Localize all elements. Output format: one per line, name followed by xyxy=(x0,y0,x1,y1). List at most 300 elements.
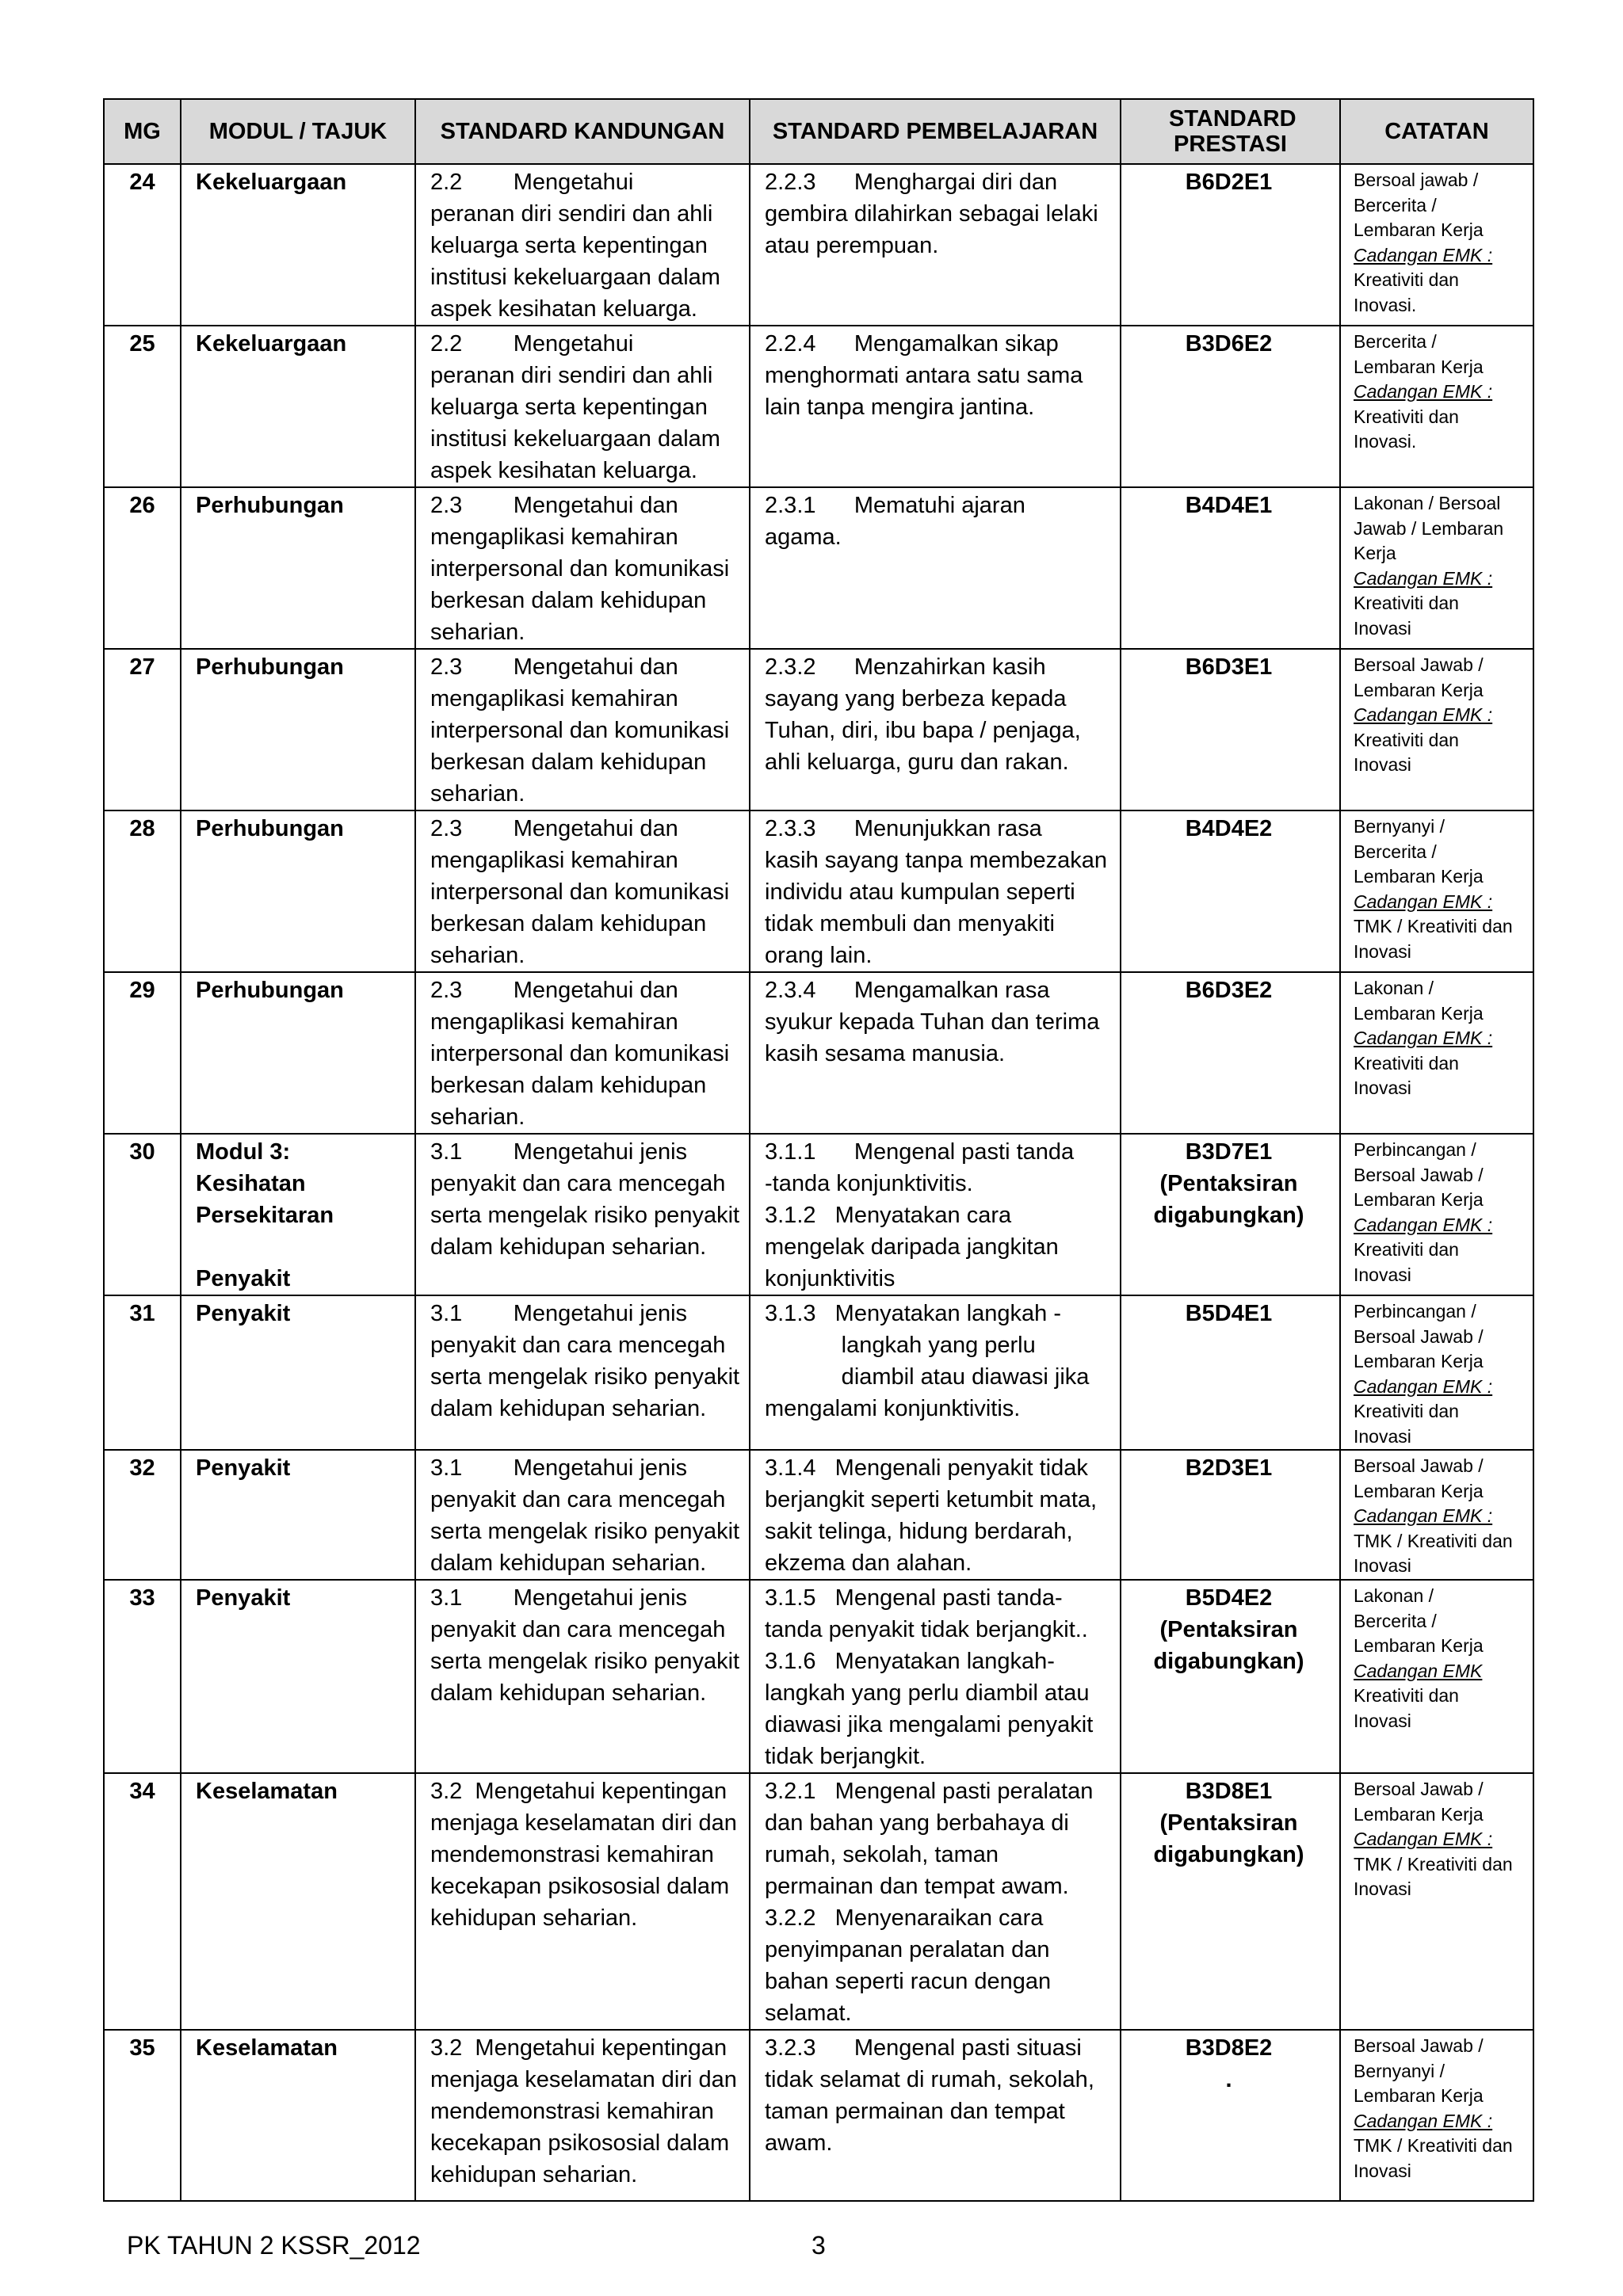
cell-standard-prestasi-line: (Pentaksiran xyxy=(1159,1171,1298,1196)
cell-catatan-line: Inovasi. xyxy=(1354,294,1417,315)
cell-catatan-line: Cadangan EMK : xyxy=(1354,381,1493,402)
cell-catatan-line: Cadangan EMK xyxy=(1354,1660,1483,1681)
cell-standard-kandungan-line: mengaplikasi kemahiran xyxy=(430,848,678,873)
cell-catatan-line: Inovasi xyxy=(1354,1264,1411,1285)
cell-catatan-line: Bercerita / xyxy=(1354,1610,1437,1631)
cell-standard-kandungan xyxy=(415,1450,750,1580)
cell-catatan-line: Lembaran Kerja xyxy=(1354,1635,1484,1656)
cell-catatan-line: Bercerita / xyxy=(1354,194,1437,215)
cell-standard-kandungan-line: interpersonal dan komunikasi xyxy=(430,1041,730,1066)
cell-standard-prestasi-line: B3D6E2 xyxy=(1185,331,1273,357)
cell-mg: 33 xyxy=(104,1580,181,1773)
cell-standard-kandungan-line: keluarga serta kepentingan xyxy=(430,233,708,258)
cell-standard-prestasi xyxy=(1121,1773,1340,2030)
cell-standard-prestasi xyxy=(1121,1295,1340,1450)
cell-standard-kandungan-line: serta mengelak risiko penyakit xyxy=(430,1203,740,1228)
cell-modul-tajuk-line: Keselamatan xyxy=(196,2035,338,2061)
cell-standard-pembelajaran-line: tidak membuli dan menyakiti xyxy=(765,911,1055,936)
table-row xyxy=(104,164,1533,326)
cell-catatan-line: Bersoal Jawab / xyxy=(1354,1455,1484,1476)
cell-modul-tajuk xyxy=(181,1295,415,1450)
cell-mg: 27 xyxy=(104,649,181,810)
cell-standard-kandungan-line: berkesan dalam kehidupan xyxy=(430,1073,707,1098)
cell-catatan-line: Cadangan EMK : xyxy=(1354,891,1493,912)
header-mg: MG xyxy=(104,99,181,164)
table-row xyxy=(104,487,1533,649)
cell-standard-pembelajaran-line: selamat. xyxy=(765,2000,852,2026)
cell-standard-pembelajaran-line: syukur kepada Tuhan dan terima xyxy=(765,1009,1100,1035)
cell-standard-kandungan-line: dalam kehidupan seharian. xyxy=(430,1396,707,1421)
lesson-plan-table xyxy=(103,98,1534,2202)
cell-catatan-line: TMK / Kreativiti dan xyxy=(1354,1530,1513,1551)
cell-standard-prestasi xyxy=(1121,326,1340,487)
cell-standard-prestasi xyxy=(1121,810,1340,972)
cell-catatan xyxy=(1340,487,1533,649)
cell-catatan-line: Perbincangan / xyxy=(1354,1139,1476,1160)
cell-modul-tajuk-line: Persekitaran xyxy=(196,1203,334,1228)
cell-catatan-line: Bersoal Jawab / xyxy=(1354,654,1484,675)
header-catatan: CATATAN xyxy=(1340,99,1533,164)
cell-catatan-line: Lakonan / xyxy=(1354,978,1434,998)
cell-catatan xyxy=(1340,649,1533,810)
cell-standard-pembelajaran-line: 3.1.6 Menyatakan langkah- xyxy=(765,1649,1055,1674)
cell-standard-kandungan-line: penyakit dan cara mencegah xyxy=(430,1171,726,1196)
cell-standard-kandungan-line: 3.1 Mengetahui jenis xyxy=(430,1585,688,1611)
cell-standard-kandungan-line: dalam kehidupan seharian. xyxy=(430,1234,707,1260)
table-row xyxy=(104,1773,1533,2030)
table-body xyxy=(104,164,1533,2201)
cell-standard-prestasi-line: B3D8E1 xyxy=(1185,1779,1273,1804)
cell-mg: 26 xyxy=(104,487,181,649)
cell-standard-kandungan xyxy=(415,487,750,649)
cell-modul-tajuk-line: Penyakit xyxy=(196,1455,291,1481)
cell-standard-pembelajaran-line: 2.3.1 Mematuhi ajaran xyxy=(765,493,1025,518)
cell-standard-prestasi xyxy=(1121,164,1340,326)
cell-standard-kandungan-line: 3.1 Mengetahui jenis xyxy=(430,1139,688,1165)
cell-modul-tajuk xyxy=(181,810,415,972)
cell-catatan xyxy=(1340,1773,1533,2030)
footer-page-number: 3 xyxy=(812,2231,826,2260)
cell-standard-kandungan-line: seharian. xyxy=(430,943,525,968)
cell-modul-tajuk-line xyxy=(196,1231,407,1263)
cell-mg: 35 xyxy=(104,2030,181,2201)
cell-catatan-line: TMK / Kreativiti dan xyxy=(1354,916,1513,936)
cell-modul-tajuk-line: Keselamatan xyxy=(196,1779,338,1804)
cell-standard-pembelajaran xyxy=(750,326,1121,487)
cell-standard-pembelajaran xyxy=(750,2030,1121,2201)
cell-standard-pembelajaran xyxy=(750,649,1121,810)
cell-catatan-line: Jawab / Lembaran xyxy=(1354,517,1504,539)
cell-standard-pembelajaran-line: sayang yang berbeza kepada xyxy=(765,686,1067,711)
cell-catatan-line: Inovasi xyxy=(1354,1555,1411,1576)
table-row xyxy=(104,2030,1533,2201)
cell-catatan-line: Bernyanyi / xyxy=(1354,816,1445,837)
cell-standard-kandungan-line: interpersonal dan komunikasi xyxy=(430,879,730,905)
cell-standard-kandungan-line: berkesan dalam kehidupan xyxy=(430,911,707,936)
cell-standard-pembelajaran xyxy=(750,810,1121,972)
cell-mg: 24 xyxy=(104,164,181,326)
cell-standard-pembelajaran-line: diambil atau diawasi jika xyxy=(765,1364,1090,1390)
cell-standard-kandungan-line: kecekapan psikososial dalam xyxy=(430,2130,730,2156)
table-row xyxy=(104,1134,1533,1295)
cell-standard-pembelajaran-line: 3.2.2 Menyenaraikan cara xyxy=(765,1905,1044,1931)
cell-modul-tajuk xyxy=(181,1134,415,1295)
cell-catatan xyxy=(1340,164,1533,326)
cell-standard-kandungan-line: mengaplikasi kemahiran xyxy=(430,524,678,550)
cell-catatan xyxy=(1340,326,1533,487)
cell-standard-pembelajaran-line: langkah yang perlu diambil atau xyxy=(765,1680,1090,1706)
cell-catatan-line: TMK / Kreativiti dan xyxy=(1354,1853,1513,1875)
cell-standard-prestasi xyxy=(1121,649,1340,810)
cell-catatan-line: Lembaran Kerja xyxy=(1354,2085,1484,2106)
cell-catatan-line: Cadangan EMK : xyxy=(1354,244,1493,265)
cell-standard-kandungan-line: seharian. xyxy=(430,620,525,645)
cell-standard-kandungan-line: penyakit dan cara mencegah xyxy=(430,1333,726,1358)
cell-catatan-line: Cadangan EMK : xyxy=(1354,1829,1493,1849)
cell-catatan xyxy=(1340,2030,1533,2201)
cell-standard-kandungan-line: mengaplikasi kemahiran xyxy=(430,686,678,711)
cell-standard-kandungan-line: institusi kekeluargaan dalam xyxy=(430,426,720,452)
cell-standard-kandungan xyxy=(415,649,750,810)
cell-catatan-line: Cadangan EMK : xyxy=(1354,1505,1493,1526)
cell-standard-pembelajaran-line: mengalami konjunktivitis. xyxy=(765,1396,1021,1421)
cell-catatan-line: Kreativiti dan xyxy=(1354,1052,1459,1074)
cell-catatan-line: Lembaran Kerja xyxy=(1354,219,1484,240)
cell-catatan xyxy=(1340,972,1533,1134)
cell-standard-pembelajaran-line: ahli keluarga, guru dan rakan. xyxy=(765,749,1069,775)
cell-standard-kandungan-line: mengaplikasi kemahiran xyxy=(430,1009,678,1035)
cell-standard-kandungan-line: menjaga keselamatan diri dan xyxy=(430,1810,737,1836)
cell-standard-kandungan-line: peranan diri sendiri dan ahli xyxy=(430,363,713,388)
cell-standard-pembelajaran xyxy=(750,487,1121,649)
cell-standard-kandungan xyxy=(415,1134,750,1295)
cell-standard-pembelajaran-line: 2.3.3 Menunjukkan rasa xyxy=(765,816,1042,841)
cell-standard-pembelajaran-line: -tanda konjunktivitis. xyxy=(765,1171,973,1196)
cell-standard-pembelajaran-line: tidak selamat di rumah, sekolah, xyxy=(765,2067,1094,2092)
cell-catatan-line: Cadangan EMK : xyxy=(1354,1028,1493,1048)
cell-standard-kandungan xyxy=(415,2030,750,2201)
cell-standard-pembelajaran-line: tidak berjangkit. xyxy=(765,1744,926,1769)
cell-modul-tajuk-line: Penyakit xyxy=(196,1301,291,1326)
cell-standard-kandungan-line: 2.2 Mengetahui xyxy=(430,331,634,357)
cell-standard-pembelajaran-line: tanda penyakit tidak berjangkit.. xyxy=(765,1617,1088,1642)
cell-standard-kandungan-line: serta mengelak risiko penyakit xyxy=(430,1649,740,1674)
cell-standard-prestasi-line: digabungkan) xyxy=(1153,1203,1304,1228)
table-row xyxy=(104,810,1533,972)
cell-standard-prestasi xyxy=(1121,972,1340,1134)
header-standard-pembelajaran: STANDARD PEMBELAJARAN xyxy=(750,99,1121,164)
table-row xyxy=(104,1450,1533,1580)
cell-catatan-line: Kreativiti dan xyxy=(1354,1239,1459,1260)
cell-standard-pembelajaran xyxy=(750,1295,1121,1450)
cell-standard-prestasi xyxy=(1121,1580,1340,1773)
cell-modul-tajuk-line: Perhubungan xyxy=(196,493,344,518)
cell-catatan-line: Lembaran Kerja xyxy=(1354,1480,1484,1501)
cell-catatan-line: Kreativiti dan xyxy=(1354,1685,1459,1706)
cell-standard-kandungan-line: dalam kehidupan seharian. xyxy=(430,1680,707,1706)
cell-modul-tajuk-line: Kekeluargaan xyxy=(196,170,347,195)
cell-catatan-line: Bernyanyi / xyxy=(1354,2060,1445,2081)
cell-catatan-line: Kreativiti dan xyxy=(1354,729,1459,750)
cell-standard-prestasi-line: . xyxy=(1225,2067,1232,2092)
cell-catatan-line: Lakonan / xyxy=(1354,1585,1434,1606)
header-standard-kandungan: STANDARD KANDUNGAN xyxy=(415,99,750,164)
cell-standard-kandungan-line: berkesan dalam kehidupan xyxy=(430,588,707,613)
cell-modul-tajuk xyxy=(181,1580,415,1773)
cell-catatan-line: Inovasi xyxy=(1354,1425,1411,1447)
cell-standard-kandungan-line: penyakit dan cara mencegah xyxy=(430,1617,726,1642)
cell-standard-pembelajaran-line: 3.2.3 Mengenal pasti situasi xyxy=(765,2035,1082,2061)
cell-standard-pembelajaran-line: lain tanpa mengira jantina. xyxy=(765,395,1035,420)
cell-standard-kandungan-line: 3.1 Mengetahui jenis xyxy=(430,1301,688,1326)
cell-catatan-line: Bersoal Jawab / xyxy=(1354,2035,1484,2056)
cell-catatan-line: Kerja xyxy=(1354,543,1396,563)
cell-standard-pembelajaran-line: atau perempuan. xyxy=(765,233,939,258)
cell-standard-prestasi xyxy=(1121,1134,1340,1295)
cell-mg: 30 xyxy=(104,1134,181,1295)
cell-standard-kandungan-line: kecekapan psikososial dalam xyxy=(430,1874,730,1899)
cell-standard-pembelajaran-line: 3.1.4 Mengenali penyakit tidak xyxy=(765,1455,1088,1481)
cell-standard-prestasi-line: (Pentaksiran xyxy=(1159,1810,1298,1836)
cell-standard-prestasi-line: B2D3E1 xyxy=(1185,1455,1273,1481)
cell-standard-pembelajaran-line: Tuhan, diri, ibu bapa / penjaga, xyxy=(765,718,1081,743)
cell-standard-kandungan-line: seharian. xyxy=(430,1104,525,1130)
cell-modul-tajuk xyxy=(181,649,415,810)
table-header xyxy=(104,99,1533,164)
cell-standard-pembelajaran-line: 2.2.3 Menghargai diri dan xyxy=(765,170,1058,195)
cell-standard-kandungan-line: peranan diri sendiri dan ahli xyxy=(430,201,713,227)
cell-catatan-line: Bercerita / xyxy=(1354,841,1437,862)
cell-catatan-line: Bersoal Jawab / xyxy=(1354,1325,1484,1347)
cell-catatan xyxy=(1340,1580,1533,1773)
cell-catatan-line: Inovasi xyxy=(1354,940,1411,962)
cell-standard-prestasi-line: digabungkan) xyxy=(1153,1649,1304,1674)
cell-standard-kandungan xyxy=(415,810,750,972)
table-row xyxy=(104,326,1533,487)
cell-standard-kandungan xyxy=(415,164,750,326)
cell-standard-prestasi xyxy=(1121,487,1340,649)
cell-catatan xyxy=(1340,1295,1533,1450)
table-row xyxy=(104,972,1533,1134)
cell-standard-pembelajaran-line: 2.2.4 Mengamalkan sikap xyxy=(765,331,1059,357)
cell-standard-kandungan-line: 3.2 Mengetahui kepentingan xyxy=(430,1779,727,1804)
cell-standard-kandungan-line: penyakit dan cara mencegah xyxy=(430,1487,726,1512)
cell-catatan-line: Lembaran Kerja xyxy=(1354,679,1484,700)
cell-standard-pembelajaran-line: ekzema dan alahan. xyxy=(765,1550,972,1576)
cell-standard-pembelajaran-line: penyimpanan peralatan dan xyxy=(765,1937,1050,1962)
cell-standard-pembelajaran-line: 3.2.1 Mengenal pasti peralatan xyxy=(765,1779,1094,1804)
cell-modul-tajuk-line: Perhubungan xyxy=(196,978,344,1003)
cell-standard-prestasi-line: B5D4E2 xyxy=(1185,1585,1273,1611)
cell-modul-tajuk xyxy=(181,326,415,487)
cell-catatan-line: Cadangan EMK : xyxy=(1354,1214,1493,1235)
cell-standard-pembelajaran-line: 3.1.1 Mengenal pasti tanda xyxy=(765,1139,1075,1165)
cell-modul-tajuk xyxy=(181,1450,415,1580)
cell-standard-prestasi-line: digabungkan) xyxy=(1153,1842,1304,1867)
cell-catatan-line: Inovasi xyxy=(1354,617,1411,639)
cell-standard-pembelajaran-line: menghormati antara satu sama xyxy=(765,363,1083,388)
cell-standard-pembelajaran-line: langkah yang perlu xyxy=(765,1333,1036,1358)
cell-standard-kandungan-line: kehidupan seharian. xyxy=(430,2162,638,2187)
cell-catatan-line: Lembaran Kerja xyxy=(1354,1351,1484,1371)
cell-modul-tajuk-line: Kekeluargaan xyxy=(196,331,347,357)
header-standard-prestasi: STANDARD PRESTASI xyxy=(1121,99,1340,164)
cell-standard-pembelajaran xyxy=(750,1450,1121,1580)
cell-standard-pembelajaran-line: diawasi jika mengalami penyakit xyxy=(765,1712,1094,1737)
cell-standard-pembelajaran-line: awam. xyxy=(765,2130,833,2156)
cell-modul-tajuk xyxy=(181,1773,415,2030)
cell-catatan-line: TMK / Kreativiti dan xyxy=(1354,2135,1513,2156)
cell-standard-kandungan xyxy=(415,1295,750,1450)
cell-standard-pembelajaran xyxy=(750,1773,1121,2030)
cell-catatan-line: Inovasi xyxy=(1354,1878,1411,1899)
cell-catatan-line: Cadangan EMK : xyxy=(1354,567,1493,589)
cell-catatan-line: Lembaran Kerja xyxy=(1354,1189,1484,1210)
cell-standard-kandungan-line: 2.2 Mengetahui xyxy=(430,170,634,195)
cell-standard-kandungan-line: 3.2 Mengetahui kepentingan xyxy=(430,2035,727,2061)
cell-catatan-line: Kreativiti dan xyxy=(1354,1401,1459,1421)
cell-catatan-line: Inovasi xyxy=(1354,1077,1411,1098)
cell-standard-kandungan-line: institusi kekeluargaan dalam xyxy=(430,265,720,290)
cell-standard-pembelajaran-line: rumah, sekolah, taman xyxy=(765,1842,999,1867)
cell-standard-prestasi-line: B3D7E1 xyxy=(1185,1139,1273,1165)
cell-standard-kandungan-line: 2.3 Mengetahui dan xyxy=(430,816,678,841)
cell-standard-pembelajaran-line: 2.3.2 Menzahirkan kasih xyxy=(765,654,1046,680)
cell-modul-tajuk-line: Modul 3: xyxy=(196,1139,291,1165)
cell-catatan-line: Bercerita / xyxy=(1354,331,1437,352)
cell-standard-kandungan xyxy=(415,1773,750,2030)
cell-catatan-line: Inovasi. xyxy=(1354,431,1417,452)
cell-catatan-line: Lembaran Kerja xyxy=(1354,866,1484,887)
table-row xyxy=(104,1580,1533,1773)
cell-standard-prestasi xyxy=(1121,2030,1340,2201)
cell-standard-kandungan-line: menjaga keselamatan diri dan xyxy=(430,2067,737,2092)
cell-standard-pembelajaran-line: 3.1.2 Menyatakan cara xyxy=(765,1203,1012,1228)
cell-standard-kandungan-line: serta mengelak risiko penyakit xyxy=(430,1519,740,1544)
cell-modul-tajuk-line: Penyakit xyxy=(196,1585,291,1611)
cell-catatan-line: Cadangan EMK : xyxy=(1354,1375,1493,1397)
cell-standard-kandungan-line: mendemonstrasi kemahiran xyxy=(430,1842,714,1867)
cell-standard-kandungan-line: berkesan dalam kehidupan xyxy=(430,749,707,775)
cell-standard-kandungan-line: 2.3 Mengetahui dan xyxy=(430,654,678,680)
cell-standard-pembelajaran-line: berjangkit seperti ketumbit mata, xyxy=(765,1487,1098,1512)
cell-modul-tajuk xyxy=(181,2030,415,2201)
cell-standard-pembelajaran-line: kasih sesama manusia. xyxy=(765,1041,1006,1066)
cell-catatan-line: Perbincangan / xyxy=(1354,1301,1476,1322)
cell-standard-pembelajaran-line: dan bahan yang berbahaya di xyxy=(765,1810,1069,1836)
cell-catatan-line: Lakonan / Bersoal xyxy=(1354,493,1501,513)
cell-mg: 29 xyxy=(104,972,181,1134)
cell-modul-tajuk xyxy=(181,164,415,326)
cell-standard-kandungan-line: seharian. xyxy=(430,781,525,807)
cell-standard-pembelajaran-line: permainan dan tempat awam. xyxy=(765,1874,1069,1899)
cell-standard-kandungan-line: serta mengelak risiko penyakit xyxy=(430,1364,740,1390)
cell-standard-kandungan-line: kehidupan seharian. xyxy=(430,1905,638,1931)
cell-standard-pembelajaran xyxy=(750,972,1121,1134)
cell-standard-pembelajaran-line: 3.1.3 Menyatakan langkah - xyxy=(765,1301,1062,1326)
cell-standard-kandungan-line: dalam kehidupan seharian. xyxy=(430,1550,707,1576)
cell-catatan-line: Lembaran Kerja xyxy=(1354,1002,1484,1024)
cell-modul-tajuk-line: Kesihatan xyxy=(196,1171,306,1196)
cell-catatan-line: Inovasi xyxy=(1354,2160,1411,2181)
header-modul-tajuk: MODUL / TAJUK xyxy=(181,99,415,164)
cell-standard-kandungan-line: interpersonal dan komunikasi xyxy=(430,556,730,582)
cell-standard-prestasi-line: B4D4E2 xyxy=(1185,816,1273,841)
cell-modul-tajuk xyxy=(181,487,415,649)
cell-standard-pembelajaran-line: taman permainan dan tempat xyxy=(765,2099,1065,2124)
cell-standard-prestasi-line: B6D2E1 xyxy=(1185,170,1273,195)
cell-standard-pembelajaran xyxy=(750,164,1121,326)
footer-document-title: PK TAHUN 2 KSSR_2012 xyxy=(127,2231,421,2260)
cell-standard-kandungan-line: 2.3 Mengetahui dan xyxy=(430,978,678,1003)
cell-catatan-line: Kreativiti dan xyxy=(1354,593,1459,613)
cell-standard-prestasi-line: B3D8E2 xyxy=(1185,2035,1273,2061)
cell-standard-pembelajaran-line: individu atau kumpulan seperti xyxy=(765,879,1075,905)
cell-standard-pembelajaran-line: agama. xyxy=(765,524,842,550)
cell-modul-tajuk-line: Perhubungan xyxy=(196,654,344,680)
cell-standard-prestasi-line: B6D3E1 xyxy=(1185,654,1273,680)
cell-modul-tajuk-line: Perhubungan xyxy=(196,816,344,841)
cell-standard-pembelajaran-line: kasih sayang tanpa membezakan xyxy=(765,848,1108,873)
cell-catatan-line: Cadangan EMK : xyxy=(1354,2110,1493,2131)
cell-standard-kandungan xyxy=(415,326,750,487)
cell-standard-prestasi-line: B4D4E1 xyxy=(1185,493,1273,518)
cell-standard-pembelajaran xyxy=(750,1580,1121,1773)
cell-catatan-line: Bersoal jawab / xyxy=(1354,170,1479,190)
cell-standard-kandungan-line: 3.1 Mengetahui jenis xyxy=(430,1455,688,1481)
cell-standard-pembelajaran-line: orang lain. xyxy=(765,943,873,968)
cell-catatan-line: Bersoal Jawab / xyxy=(1354,1779,1484,1799)
cell-catatan-line: Inovasi xyxy=(1354,754,1411,775)
cell-mg: 25 xyxy=(104,326,181,487)
cell-catatan-line: Kreativiti dan xyxy=(1354,406,1459,427)
cell-standard-pembelajaran xyxy=(750,1134,1121,1295)
cell-standard-pembelajaran-line: mengelak daripada jangkitan xyxy=(765,1234,1059,1260)
cell-modul-tajuk xyxy=(181,972,415,1134)
cell-mg: 28 xyxy=(104,810,181,972)
cell-catatan-line: Cadangan EMK : xyxy=(1354,704,1493,725)
cell-standard-pembelajaran-line: sakit telinga, hidung berdarah, xyxy=(765,1519,1073,1544)
cell-standard-kandungan-line: keluarga serta kepentingan xyxy=(430,395,708,420)
cell-catatan-line: Lembaran Kerja xyxy=(1354,1803,1484,1825)
cell-catatan xyxy=(1340,1450,1533,1580)
cell-standard-kandungan-line: aspek kesihatan keluarga. xyxy=(430,296,697,322)
cell-standard-kandungan xyxy=(415,1580,750,1773)
cell-mg: 34 xyxy=(104,1773,181,2030)
cell-standard-prestasi-line: B6D3E2 xyxy=(1185,978,1273,1003)
cell-catatan xyxy=(1340,1134,1533,1295)
cell-standard-prestasi-line: (Pentaksiran xyxy=(1159,1617,1298,1642)
cell-standard-kandungan-line: aspek kesihatan keluarga. xyxy=(430,458,697,483)
cell-standard-prestasi-line: B5D4E1 xyxy=(1185,1301,1273,1326)
cell-standard-kandungan-line: 2.3 Mengetahui dan xyxy=(430,493,678,518)
cell-mg: 32 xyxy=(104,1450,181,1580)
cell-standard-kandungan-line: interpersonal dan komunikasi xyxy=(430,718,730,743)
cell-standard-kandungan xyxy=(415,972,750,1134)
cell-standard-pembelajaran-line: 2.3.4 Mengamalkan rasa xyxy=(765,978,1050,1003)
cell-catatan-line: Inovasi xyxy=(1354,1710,1411,1731)
cell-standard-pembelajaran-line: gembira dilahirkan sebagai lelaki xyxy=(765,201,1098,227)
cell-modul-tajuk-line: Penyakit xyxy=(196,1266,291,1291)
table-row xyxy=(104,1295,1533,1450)
cell-catatan xyxy=(1340,810,1533,972)
cell-catatan-line: Lembaran Kerja xyxy=(1354,356,1484,377)
cell-catatan-line: Kreativiti dan xyxy=(1354,269,1459,290)
table-row xyxy=(104,649,1533,810)
cell-catatan-line: Bersoal Jawab / xyxy=(1354,1164,1484,1185)
cell-standard-pembelajaran-line: 3.1.5 Mengenal pasti tanda- xyxy=(765,1585,1063,1611)
cell-mg: 31 xyxy=(104,1295,181,1450)
